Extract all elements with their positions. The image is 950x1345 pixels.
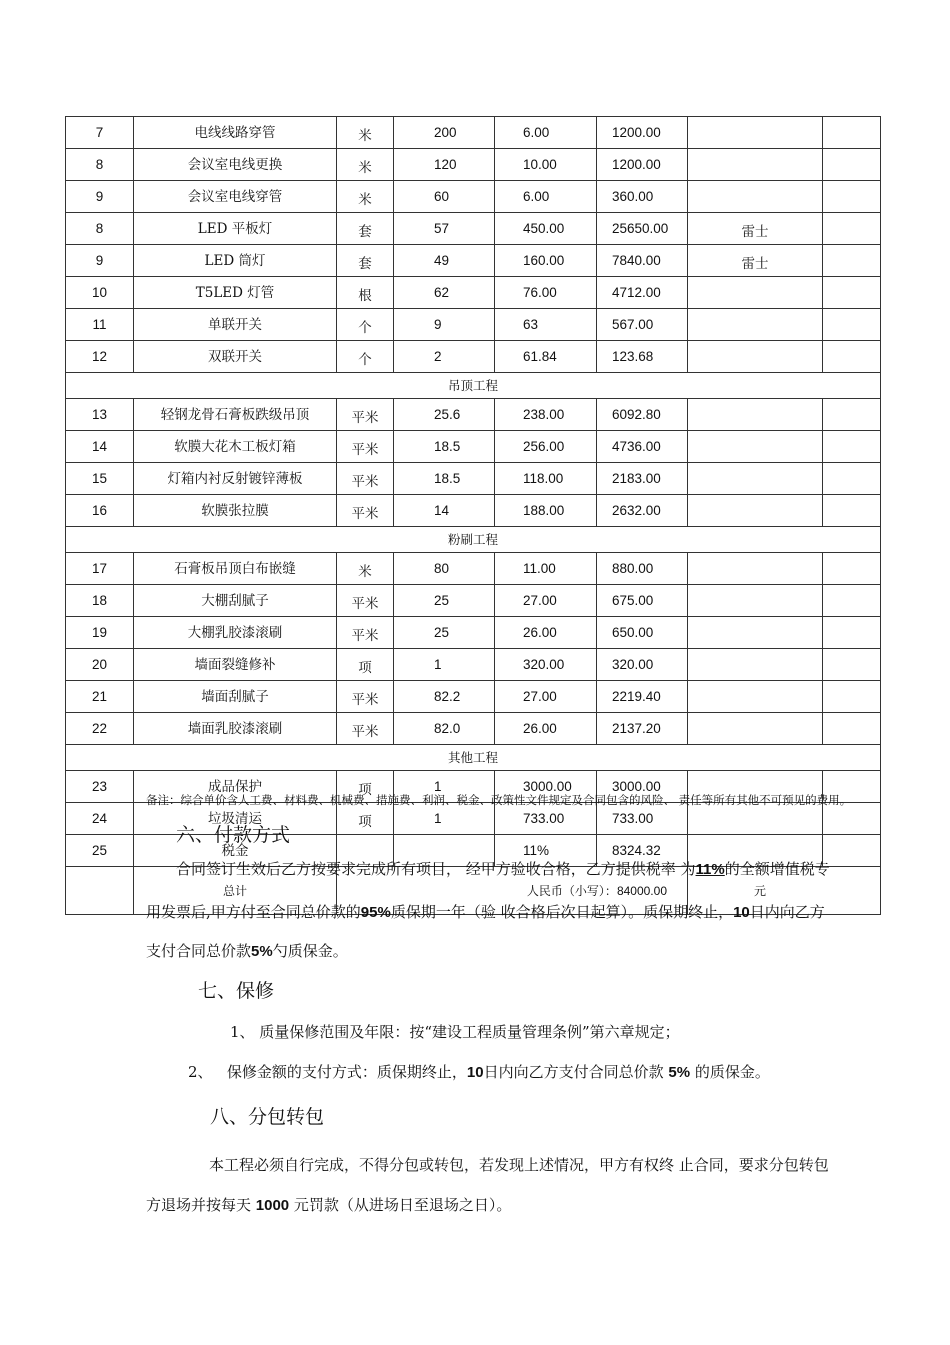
item-number: 18 — [66, 585, 134, 617]
item-name: 大棚刮腻子 — [134, 585, 337, 617]
total-rmb-label: 人民币（小写）： — [526, 883, 617, 898]
item-amount: 650.00 — [597, 617, 688, 649]
item-amount: 6092.80 — [597, 399, 688, 431]
table-row — [66, 617, 881, 649]
item-quantity: 25 — [394, 617, 495, 649]
item-remark — [823, 681, 881, 713]
item-name: 税金 — [134, 835, 337, 867]
section-title: 其他工程 — [66, 745, 881, 771]
item-remark — [823, 463, 881, 495]
item-number: 8 — [66, 149, 134, 181]
item-remark — [823, 181, 881, 213]
item-unit: 套 — [337, 213, 394, 245]
item-unit: 项 — [337, 803, 394, 835]
item-remark — [823, 495, 881, 527]
item-remark — [823, 835, 881, 867]
item-remark — [823, 149, 881, 181]
item-unit-price: 76.00 — [495, 277, 597, 309]
item-quantity: 18.5 — [394, 431, 495, 463]
item-amount: 7840.00 — [597, 245, 688, 277]
section-6-line-1: 合同签订生效后乙方按要求完成所有项目， 经甲方验收合格，乙方提供税率 为11%的全额增值税专 — [176, 860, 830, 878]
item-quantity: 62 — [394, 277, 495, 309]
item-amount: 360.00 — [597, 181, 688, 213]
item-unit: 平米 — [337, 617, 394, 649]
table-row — [66, 341, 881, 373]
item-unit-price: 11% — [495, 835, 597, 867]
section-6-line-2: 用发票后,甲方付至合同总价款的95%质保期一年（验 收合格后次日起算）。质保期终止，10日内向乙方 — [146, 903, 825, 921]
table-row — [66, 277, 881, 309]
item-amount: 733.00 — [597, 803, 688, 835]
item-unit-price: 450.00 — [495, 213, 597, 245]
item-remark — [823, 245, 881, 277]
item-brand — [688, 681, 823, 713]
item-quantity: 14 — [394, 495, 495, 527]
item-unit: 米 — [337, 149, 394, 181]
item-brand — [688, 649, 823, 681]
item-brand — [688, 713, 823, 745]
item-unit: 项 — [337, 649, 394, 681]
item-unit-price: 63 — [495, 309, 597, 341]
item-unit: 平米 — [337, 681, 394, 713]
section-header-row — [66, 527, 881, 553]
item-unit-price: 160.00 — [495, 245, 597, 277]
item-unit-price: 3000.00 — [495, 771, 597, 803]
table-row — [66, 431, 881, 463]
item-unit-price: 118.00 — [495, 463, 597, 495]
section-6-line-3: 支付合同总价款5%勺质保金。 — [146, 942, 348, 960]
item-unit: 平米 — [337, 495, 394, 527]
item-quantity: 82.0 — [394, 713, 495, 745]
item-amount: 1200.00 — [597, 149, 688, 181]
item-quantity: 1 — [394, 649, 495, 681]
item-remark — [823, 617, 881, 649]
table-row — [66, 495, 881, 527]
table-row — [66, 149, 881, 181]
item-name: 墙面刮腻子 — [134, 681, 337, 713]
item-number: 15 — [66, 463, 134, 495]
item-number: 22 — [66, 713, 134, 745]
item-brand — [688, 463, 823, 495]
item-brand — [688, 341, 823, 373]
item-number: 19 — [66, 617, 134, 649]
item-brand — [688, 399, 823, 431]
section-8-line-1: 本工程必须自行完成，不得分包或转包，若发现上述情况，甲方有权终 止合同，要求分包转包 — [209, 1156, 829, 1174]
item-unit: 个 — [337, 309, 394, 341]
item-remark — [823, 341, 881, 373]
remark-note: 备注：综合单价含人工费、材料费、机械费、措施费、利润、税金、政策性文件规定及合同包含的风险、 责任等所有其他不可预见的费用。 — [146, 793, 852, 807]
section-8-heading: 八、分包转包 — [210, 1106, 325, 1128]
item-unit-price: 11.00 — [495, 553, 597, 585]
table-row — [66, 399, 881, 431]
item-name: 单联开关 — [134, 309, 337, 341]
item-number: 21 — [66, 681, 134, 713]
item-quantity: 57 — [394, 213, 495, 245]
table-row — [66, 585, 881, 617]
total-unit: 元 — [688, 867, 881, 915]
table-row — [66, 681, 881, 713]
item-brand — [688, 553, 823, 585]
item-unit: 平米 — [337, 463, 394, 495]
item-unit: 平米 — [337, 713, 394, 745]
item-number: 16 — [66, 495, 134, 527]
item-number: 23 — [66, 771, 134, 803]
table-row — [66, 463, 881, 495]
item-unit-price: 256.00 — [495, 431, 597, 463]
item-unit-price: 6.00 — [495, 181, 597, 213]
item-quantity: 2 — [394, 341, 495, 373]
table-row — [66, 649, 881, 681]
item-remark — [823, 431, 881, 463]
item-unit: 平米 — [337, 431, 394, 463]
item-amount: 675.00 — [597, 585, 688, 617]
item-name: 轻钢龙骨石膏板跌级吊顶 — [134, 399, 337, 431]
item-quantity: 120 — [394, 149, 495, 181]
item-unit-price: 26.00 — [495, 713, 597, 745]
item-amount: 1200.00 — [597, 117, 688, 149]
item-brand — [688, 149, 823, 181]
item-name: 大棚乳胶漆滚刷 — [134, 617, 337, 649]
item-amount: 2137.20 — [597, 713, 688, 745]
item-remark — [823, 713, 881, 745]
item-number: 11 — [66, 309, 134, 341]
item-remark — [823, 553, 881, 585]
item-unit-price: 27.00 — [495, 585, 597, 617]
item-name: 软膜张拉膜 — [134, 495, 337, 527]
item-quantity: 60 — [394, 181, 495, 213]
item-brand — [688, 617, 823, 649]
item-amount: 4712.00 — [597, 277, 688, 309]
section-7-item-2: 2、 保修金额的支付方式：质保期终止，10日内向乙方支付合同总价款 5% 的质保金。 — [188, 1063, 770, 1081]
item-amount: 567.00 — [597, 309, 688, 341]
item-unit: 平米 — [337, 585, 394, 617]
item-brand — [688, 309, 823, 341]
section-title: 吊顶工程 — [66, 373, 881, 399]
section-title: 粉刷工程 — [66, 527, 881, 553]
section-7-item-1: 1、 质量保修范围及年限：按“建设工程质量管理条例”第六章规定； — [230, 1023, 680, 1041]
item-unit-price: 61.84 — [495, 341, 597, 373]
item-unit: 米 — [337, 117, 394, 149]
section-6-heading: 六、付款方式 — [176, 824, 291, 846]
item-quantity: 82.2 — [394, 681, 495, 713]
item-amount: 2632.00 — [597, 495, 688, 527]
item-remark — [823, 649, 881, 681]
item-amount: 4736.00 — [597, 431, 688, 463]
item-remark — [823, 309, 881, 341]
item-number: 13 — [66, 399, 134, 431]
item-number: 12 — [66, 341, 134, 373]
item-quantity: 1 — [394, 771, 495, 803]
item-number: 17 — [66, 553, 134, 585]
item-brand: 雷士 — [688, 245, 823, 277]
item-quantity: 80 — [394, 553, 495, 585]
item-brand — [688, 181, 823, 213]
item-name: 双联开关 — [134, 341, 337, 373]
table-row — [66, 309, 881, 341]
item-remark — [823, 585, 881, 617]
item-quantity: 200 — [394, 117, 495, 149]
item-unit-price: 27.00 — [495, 681, 597, 713]
item-unit-price: 26.00 — [495, 617, 597, 649]
item-unit-price: 238.00 — [495, 399, 597, 431]
item-quantity: 49 — [394, 245, 495, 277]
item-number: 9 — [66, 245, 134, 277]
table-row — [66, 553, 881, 585]
section-7-heading: 七、保修 — [198, 980, 275, 1002]
item-name: 墙面乳胶漆滚刷 — [134, 713, 337, 745]
item-brand — [688, 585, 823, 617]
item-remark — [823, 277, 881, 309]
item-remark — [823, 213, 881, 245]
item-unit-price: 733.00 — [495, 803, 597, 835]
table-row — [66, 181, 881, 213]
item-amount: 123.68 — [597, 341, 688, 373]
item-name: LED 平板灯 — [134, 213, 337, 245]
item-unit: 根 — [337, 277, 394, 309]
item-name: LED 筒灯 — [134, 245, 337, 277]
item-name: 石膏板吊顶白布嵌缝 — [134, 553, 337, 585]
item-name: 软膜大花木工板灯箱 — [134, 431, 337, 463]
item-number: 14 — [66, 431, 134, 463]
item-quantity: 25.6 — [394, 399, 495, 431]
item-brand: 雷士 — [688, 213, 823, 245]
section-8-line-2: 方退场并按每天 1000 元罚款（从进场日至退场之日）。 — [146, 1196, 512, 1214]
table-row — [66, 713, 881, 745]
item-name: 成品保护 — [134, 771, 337, 803]
item-brand — [688, 495, 823, 527]
table-row — [66, 213, 881, 245]
item-remark — [823, 117, 881, 149]
item-unit: 项 — [337, 771, 394, 803]
section-header-row — [66, 373, 881, 399]
item-unit-price: 188.00 — [495, 495, 597, 527]
item-remark — [823, 399, 881, 431]
item-unit: 米 — [337, 181, 394, 213]
item-quantity: 18.5 — [394, 463, 495, 495]
item-brand — [688, 117, 823, 149]
total-rmb-value: 84000.00 — [616, 883, 667, 898]
item-quantity: 25 — [394, 585, 495, 617]
item-unit: 套 — [337, 245, 394, 277]
item-number: 20 — [66, 649, 134, 681]
item-number: 8 — [66, 213, 134, 245]
item-amount: 2219.40 — [597, 681, 688, 713]
item-brand — [688, 277, 823, 309]
item-brand — [688, 431, 823, 463]
item-number: 25 — [66, 835, 134, 867]
total-blank — [66, 867, 134, 915]
item-unit-price: 10.00 — [495, 149, 597, 181]
item-name: 会议室电线穿管 — [134, 181, 337, 213]
item-unit: 平米 — [337, 399, 394, 431]
item-number: 9 — [66, 181, 134, 213]
item-amount: 8324.32 — [597, 835, 688, 867]
item-name: 灯箱内衬反射镀锌薄板 — [134, 463, 337, 495]
item-amount: 320.00 — [597, 649, 688, 681]
table-row — [66, 117, 881, 149]
item-amount: 3000.00 — [597, 771, 688, 803]
item-amount: 880.00 — [597, 553, 688, 585]
item-number: 10 — [66, 277, 134, 309]
item-number: 24 — [66, 803, 134, 835]
item-unit: 个 — [337, 341, 394, 373]
table-row — [66, 245, 881, 277]
item-name: T5LED 灯管 — [134, 277, 337, 309]
item-name: 会议室电线更换 — [134, 149, 337, 181]
item-name: 垃圾清运 — [134, 803, 337, 835]
section-header-row — [66, 745, 881, 771]
item-quantity: 1 — [394, 803, 495, 835]
item-unit: 米 — [337, 553, 394, 585]
item-amount: 25650.00 — [597, 213, 688, 245]
item-unit-price: 6.00 — [495, 117, 597, 149]
item-name: 电线线路穿管 — [134, 117, 337, 149]
item-amount: 2183.00 — [597, 463, 688, 495]
total-label: 总计 — [134, 867, 337, 915]
item-name: 墙面裂缝修补 — [134, 649, 337, 681]
item-number: 7 — [66, 117, 134, 149]
item-unit-price: 320.00 — [495, 649, 597, 681]
item-quantity: 9 — [394, 309, 495, 341]
